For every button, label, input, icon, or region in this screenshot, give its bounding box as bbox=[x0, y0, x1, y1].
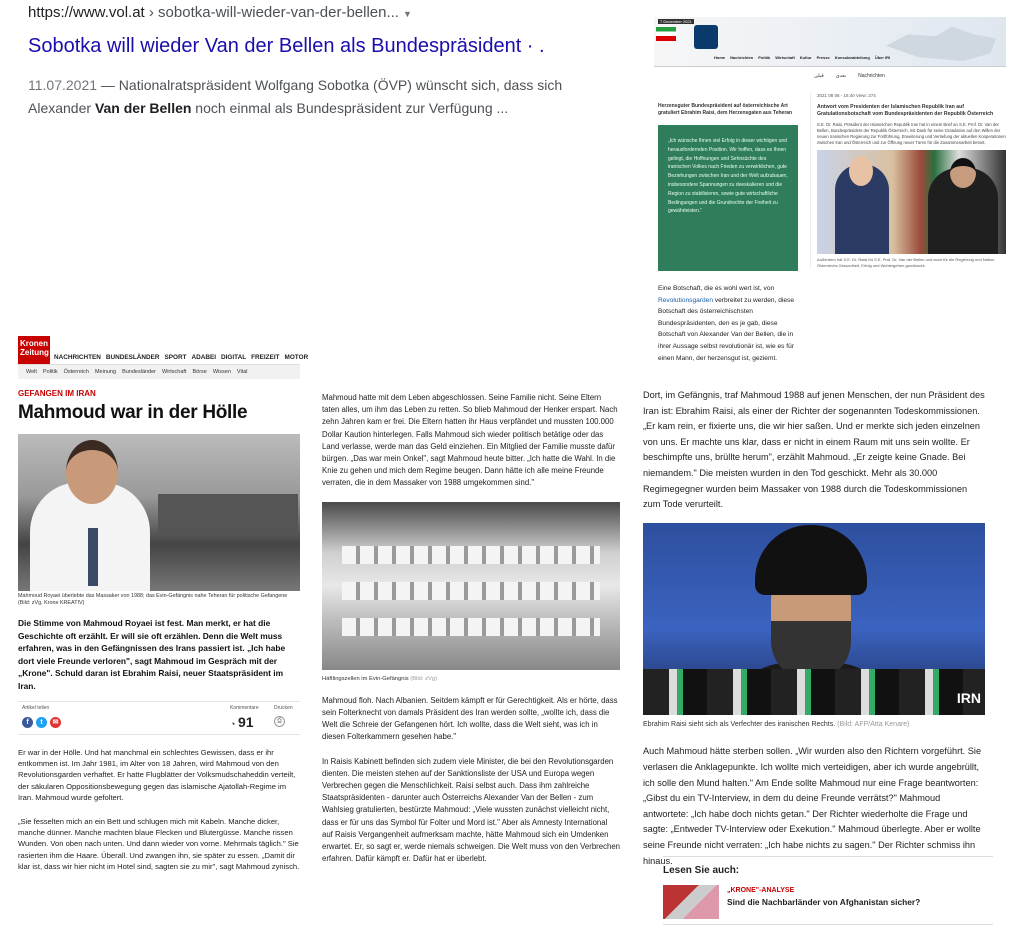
sub-menu bbox=[18, 365, 300, 379]
commentary-text: Eine Botschaft, die es wohl wert ist, von Revolutionsgarden verbreitet zu werden, diese Botschaft des österreichischsten Bundespräsidenten, den es je gab, diese Botschaft von Alexander Van der Bellen, die in ihrer Aussage selbst revolutionär ist, wie es für einen Mann, der herzensgut ist, geziemt. bbox=[658, 285, 794, 362]
read-also-label: Lesen Sie auch: bbox=[663, 865, 740, 876]
print-icon[interactable]: ⎙ bbox=[274, 716, 285, 727]
mahmoud-photo bbox=[18, 434, 300, 591]
cell-row bbox=[342, 618, 600, 636]
article-meta: 2021 08 06 - 16:40 View: 274 bbox=[817, 93, 876, 98]
menu-item[interactable]: ADABEI bbox=[191, 354, 217, 361]
nav-item[interactable]: Wirtschaft bbox=[775, 55, 795, 60]
photo-caption: Mahmoud Royaei überlebte das Massaker von 1988; das Evin-Gefängnis nahe Teheran für politische Gefangene (Bild: zVg, Krone KREATIV) bbox=[18, 593, 288, 606]
person-turban bbox=[755, 525, 867, 595]
share-bar bbox=[18, 701, 300, 735]
article-lead: Die Stimme von Mahmoud Royaei ist fest. Man merkt, er hat die Geschichte oft erzählt. Er will sie oft erzählen. Denn die Welt muss erfahren, was in den Gefängnissen des Irans passiert ist. „Ich habe dort viele Freunde verloren", sagt Mahmoud im Gespräch mit der „Krone". Schuld daran ist Ebrahim Raisi, neuer Staatspräsident im Iran. bbox=[18, 618, 286, 691]
krone-header bbox=[18, 335, 309, 365]
prison-cells-photo bbox=[322, 502, 620, 670]
emblem-icon bbox=[694, 25, 718, 49]
article-heading: Antwort vom Presidenten der Islamischen Republik Iran auf Gratulationsbotschaft vom Bundespräsidenten der Republik Österreich bbox=[817, 104, 994, 117]
person-head bbox=[950, 158, 976, 188]
article-column-middle bbox=[322, 392, 620, 877]
paragraph: Auch Mahmoud hätte sterben sollen. „Wir wurden also den Richtern vorgeführt. Sie verlasen die Anklagepunkte. Ich wollte mich verteidigen, aber ich wurde angebrüllt, ich solle den Mund halten." Am Ende sollte Mahmoud nur eine Frage beantworten: „Gibst du ein TV-Interview, in dem du deine Freunde verrätst?" Mahmoud antwortete: „Ich habe doch nichts getan." Der Richter wiederholte die Frage und sagte: „Entweder TV-Interview oder Exekution." Mahmoud überlegte. Aber er wollte seine Freunde nicht verraten: „Ich habe nichts zu sagen." Der Richter schmiss ihn hinaus. bbox=[643, 746, 982, 866]
menu-item[interactable]: SPORT bbox=[164, 354, 187, 361]
comments-count[interactable]: ◔ 91 bbox=[230, 713, 254, 730]
iran-flag-icon bbox=[656, 27, 676, 41]
embassy-page-screenshot bbox=[654, 17, 1006, 362]
article-text: S.E. Dr. Raisi, Präsident der Islamischen Republik Iran hat in einem Brief an S.E. Prof. Dr. Van der Bellen, Bundespräsident der Republik Österreich, mit Dank für seine Gratulation auf den Willen der neuen Iranischen Regierung zur Fortführung, Erweiterung und Vertiefung der aktuellen Kooperationen zwischen Iran und Österreich und zur Öffnung neuer Türen für die Zusammenarbeit betont. bbox=[817, 122, 1006, 145]
sub-menu-item[interactable]: Politik bbox=[42, 369, 58, 375]
microphones bbox=[643, 669, 985, 715]
search-result bbox=[28, 4, 628, 120]
paragraph: Er war in der Hölle. Und hat manchmal ein schlechtes Gewissen, dass er ihr entkommen ist. Im Jahr 1981, im Alter von 18 Jahren, wird Mahmoud von den Revolutionsgarden verhaftet. Er hatte Flugblätter der Volksmudschaheddin verteilt, der säkularen Oppositionsbewegung gegen das islamische Ajatollah-Regime im Iran. Mahmoud wurde gefoltert. bbox=[18, 747, 296, 803]
article-body bbox=[18, 747, 300, 873]
twitter-icon[interactable]: t bbox=[36, 717, 47, 728]
menu-item[interactable]: MOTOR bbox=[284, 354, 309, 361]
nav-item[interactable]: Politik bbox=[758, 55, 771, 60]
read-also-box bbox=[663, 856, 993, 925]
sub-menu-item[interactable]: Welt bbox=[26, 369, 37, 375]
teaser-thumbnail[interactable] bbox=[663, 885, 719, 919]
photo-caption: Ebrahim Raisi sieht sich als Verfechter des iranischen Rechts. (Bild: AFP/Atta Kenare) bbox=[643, 720, 910, 728]
print-label: Drucken bbox=[274, 704, 293, 711]
embassy-nav bbox=[714, 55, 890, 60]
sub-menu-item[interactable]: Vital bbox=[236, 369, 248, 375]
nav-item[interactable]: Konsularabteilung bbox=[834, 55, 870, 60]
sub-menu-item[interactable]: Wirtschaft bbox=[162, 369, 187, 375]
cell-row bbox=[342, 582, 600, 600]
teaser-link[interactable] bbox=[663, 885, 993, 919]
person-tie bbox=[88, 528, 98, 586]
embassy-banner bbox=[654, 17, 1006, 67]
chevron-down-icon[interactable]: ▼ bbox=[402, 9, 412, 19]
comments-label: Kommentare bbox=[230, 704, 259, 711]
sub-nav-item[interactable]: قبلی bbox=[814, 73, 824, 79]
sub-menu-item[interactable]: Börse bbox=[192, 369, 207, 375]
nav-item[interactable]: Kultur bbox=[799, 55, 812, 60]
teaser-title[interactable]: Sind die Nachbarländer von Afghanistan sicher? bbox=[727, 896, 921, 907]
nav-item[interactable]: Presse bbox=[816, 55, 830, 60]
commentary-heading: Herzensguter Bundespräsident auf österreichische Art gratuliert Ebrahim Raisi, dem Herzensgaten aus Teheran bbox=[658, 103, 793, 116]
result-url[interactable]: https://www.vol.at › sobotka-will-wieder-van-der-bellen... ▼ bbox=[28, 4, 412, 21]
menu-item[interactable]: BUNDESLÄNDER bbox=[105, 354, 160, 361]
sub-nav-item[interactable]: بعدی bbox=[835, 73, 847, 79]
paragraph: Mahmoud hatte mit dem Leben abgeschlossen. Seine Familie nicht. Seine Eltern taten alles, um ihm das Leben zu retten. So blieb Mahmoud der Henker erspart. Nach zehn Jahren kam er frei. Die Eltern hatten ihr Haus verpfändet und mussten 100.000 Dollar Kaution hinterlegen. Falls Mahmoud sich wieder politisch betätige oder das Land verlasse, werde man das Geld einziehen. Ein Mitglied der Familie musste dafür bürgen. „Das war mein Onkel", sagt Mahmoud heute bitter. „Ich hatte die Wahl. In die Knie zu gehen und mich dem Regime beugen. Dann hätte ich alle meine Freunde verraten, die in dem Massaker von 1988 umgekommen sind." bbox=[322, 393, 618, 488]
result-snippet: 11.07.2021 — Nationalratspräsident Wolfgang Sobotka (ÖVP) wünscht sich, dass sich Alexander Van der Bellen noch einmal als Bundespräsident zur Verfügung ... bbox=[28, 77, 563, 116]
cell-row bbox=[342, 546, 600, 564]
raisi-photo bbox=[643, 523, 985, 715]
krone-article bbox=[18, 335, 309, 895]
menu-item[interactable]: FREIZEIT bbox=[251, 354, 280, 361]
mail-icon[interactable]: ✉ bbox=[50, 717, 61, 728]
article-headline: Mahmoud war in der Hölle bbox=[18, 402, 248, 423]
paragraph: Dort, im Gefängnis, traf Mahmoud 1988 auf jenen Menschen, der nun Präsident des Iran ist: Ebrahim Raisi, als einer der Richter der sogenannten Todeskommissionen. „Er kam rein, er fixierte uns, die wir hier saßen. Und er merkte sich jeden einzelnen von uns. Er machte uns klar, dass er nicht in einem Raum mit uns sein wollte. Er beschimpfte uns, brüllte herum", erzählt Mahmoud. „Er zeigte keine Gnade. Bei niemandem." Die meisten wurden in den Tod geschickt. Mehr als 30.000 Regimegegner wurden beim Massaker von 1988 durch die Todeskommissionen zum Tode verurteilt. bbox=[643, 390, 985, 510]
teaser-kicker: „KRONE"-ANALYSE bbox=[727, 886, 795, 894]
comment-icon: ◔ bbox=[230, 718, 238, 729]
sub-menu-item[interactable]: Österreich bbox=[63, 369, 89, 375]
embassy-article bbox=[810, 93, 1006, 268]
sub-menu-item[interactable]: Bundesländer bbox=[122, 369, 157, 375]
main-menu bbox=[54, 354, 308, 364]
sub-menu-item[interactable]: Meinung bbox=[94, 369, 117, 375]
share-label: Artikel teilen bbox=[22, 704, 50, 711]
menu-item[interactable]: DIGITAL bbox=[221, 354, 247, 361]
photo-caption: Häftlingszellen im Evin-Gefängnis (Bild: zVg) bbox=[322, 675, 438, 682]
person-head bbox=[66, 440, 118, 504]
presidents-photo bbox=[817, 150, 1006, 254]
nav-item[interactable]: Über IRI bbox=[874, 55, 891, 60]
quote-box: „Ich wünsche Ihnen viel Erfolg in dieser wichtigen und herausfordernden Position. Wir hoffen, dass es Ihnen gelingt, die Hoffnungen und Sehnsüchte des iranischen Volkes nach Frieden zu verwirklichen, gute Beziehungen zwischen Iran und der Welt aufzubauen, insbesondere Spannungen zu deeskalieren und die Region zu stabilisieren, sowie gute wirtschaftliche Bedingungen und die Grundrechte der Freiheit zu gewährleisten.“ bbox=[658, 125, 798, 271]
paragraph: Mahmoud floh. Nach Albanien. Seitdem kämpft er für Gerechtigkeit. Als er hörte, dass sein Folterknecht von damals Präsident des Iran werden sollte, „wollte ich, dass die Welt die Schreie der Gefangenen hört. Ich wollte, dass die Welt sieht, was ich in diesen Folterkammern gesehen habe." bbox=[322, 695, 618, 742]
paragraph: „Sie fesselten mich an ein Bett und schlugen mich mit Kabeln. Manche dicker, manche dünner. Manche machten blaue Flecken und Blutergüsse. Manche rissen Wunden. Von oben nach unten. Und dann wieder von vorne. Mehrmals täglich." Sie rasierten ihm die Haare. Überall. Und zwangen ihn, sie später zu essen. „Damit dir klar ist, dass wir hier nicht im Hotel sind, sagten sie zu mir", sagt Mahmoud zynisch. bbox=[18, 816, 300, 872]
banner-date: 7 December 2021 bbox=[660, 19, 692, 24]
blog-commentary bbox=[658, 103, 798, 364]
article-kicker: GEFANGEN IM IRAN bbox=[18, 389, 96, 398]
share-icons bbox=[22, 717, 64, 728]
result-title-link[interactable]: Sobotka will wieder Van der Bellen als Bundespräsident · . bbox=[28, 35, 545, 57]
article-column-right bbox=[643, 388, 985, 907]
mic-logo: IRN bbox=[956, 690, 981, 707]
map-graphic bbox=[886, 23, 996, 61]
menu-item[interactable]: NACHRICHTEN bbox=[54, 354, 101, 361]
sub-nav bbox=[814, 73, 1006, 79]
person-head bbox=[849, 156, 873, 186]
sub-menu-item[interactable]: Wissen bbox=[212, 369, 231, 375]
paragraph: In Raisis Kabinett befinden sich zudem viele Minister, die bei den Revolutionsgarden dienten. Die meisten stehen auf der Sanktionsliste der USA und Europa wegen Verbrechen gegen die Menschlichkeit. Raisi selbst auch. Dass ihm zahlreiche Staatspräsidenten - darunter auch Österreichs Alexander Van der Bellen - zum Wahlsieg gratulierten, bestürzte Mahmoud: „Viele wussten zunächst vielleicht nicht, dass er für uns das Symbol für Folter und Mord ist." Aber als Amnesty International auf Raisis Vergangenheit aufmerksam machte, hätte Mahmoud sich ein Umdenken erwartet. Er, so sagt er, werde niemals schweigen. Die Welt muss von den Verbrechen erfahren. Dafür kämpft er. Dafür hat er überlebt. bbox=[322, 756, 621, 864]
krone-logo[interactable]: Kronen Zeitung bbox=[18, 336, 50, 364]
prison-building bbox=[158, 494, 298, 534]
facebook-icon[interactable]: f bbox=[22, 717, 33, 728]
nav-item[interactable]: Home bbox=[714, 55, 726, 60]
revolutionsgarden-link[interactable]: Revolutionsgarden bbox=[658, 296, 713, 304]
nav-item[interactable]: Nachrichten bbox=[730, 55, 754, 60]
photo-caption: Außerdem hat S.E. Dr. Raisi für S.E. Prof. Dr. Van der Bellen und auch für die Regierung und Nation Österreichs Gesundheit, Erfolg und Wohlergehen gewünscht. bbox=[817, 257, 995, 268]
sub-nav-item[interactable]: Nachrichten bbox=[858, 73, 885, 79]
